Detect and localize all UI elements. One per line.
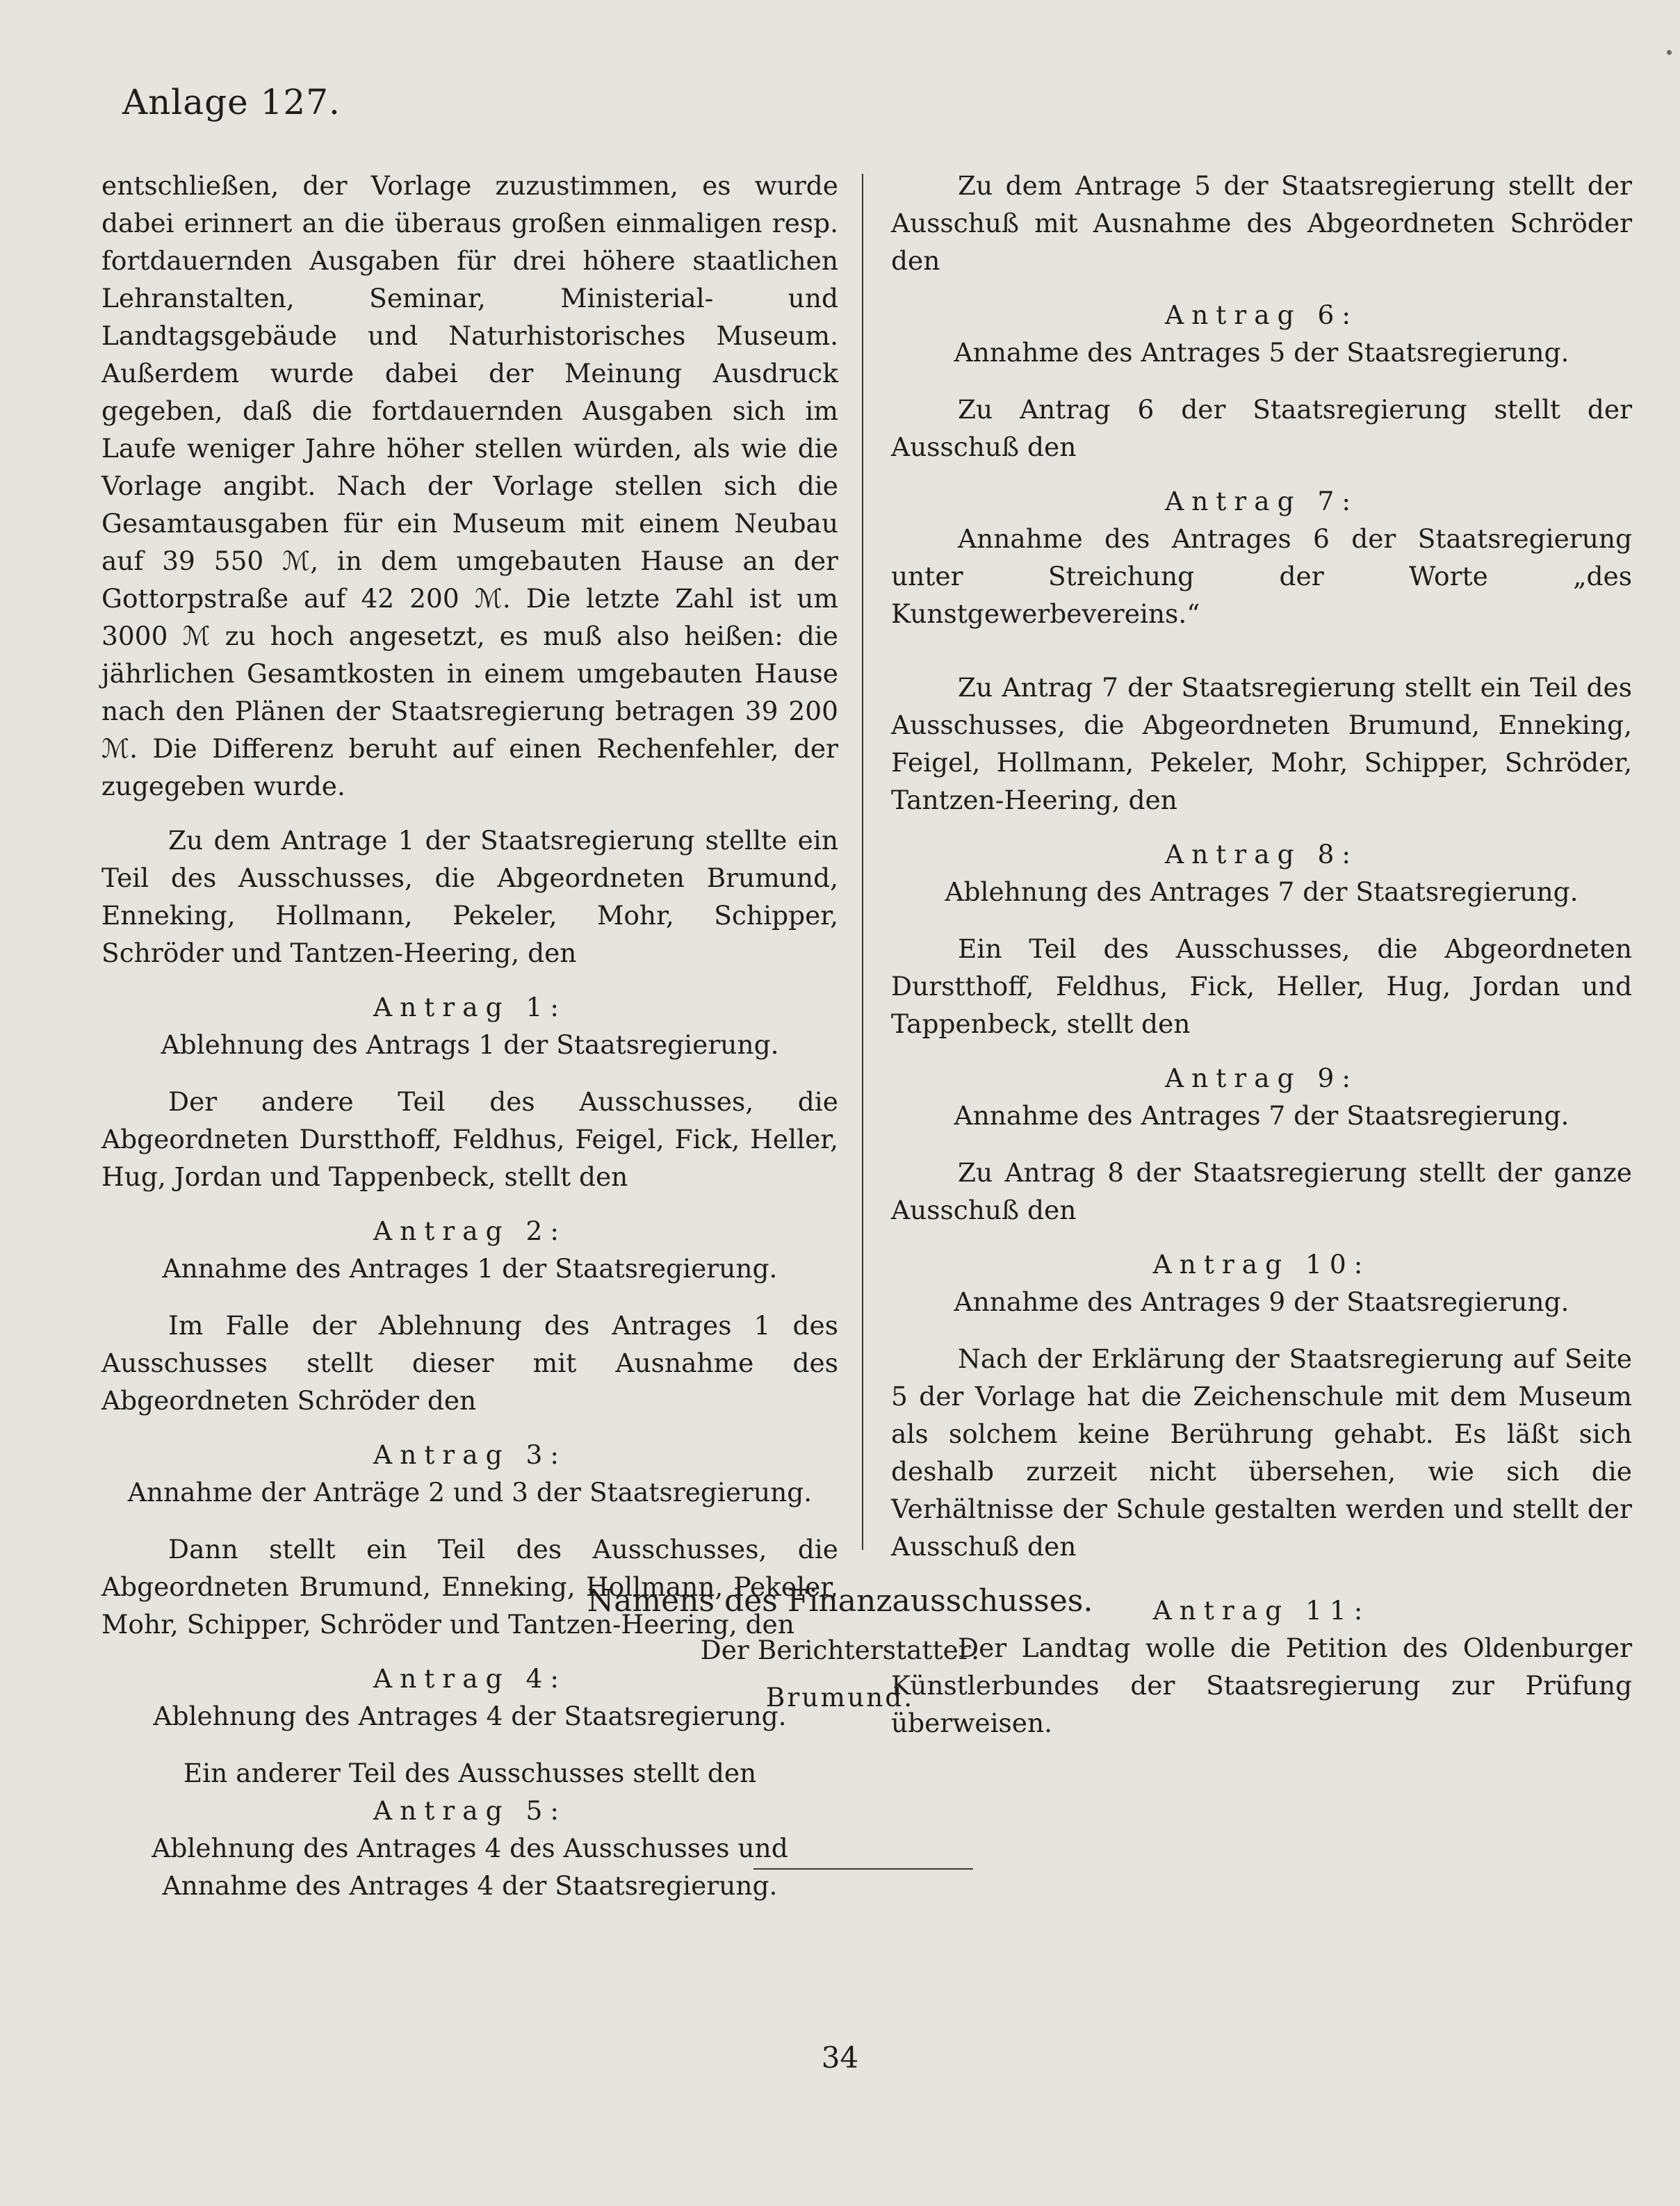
motion-1-text: Ablehnung des Antrags 1 der Staatsregierung. [161,1029,779,1060]
motion-3-title: Antrag 3: [373,1439,566,1470]
motion-2-text: Annahme des Antrages 1 der Staatsregierung. [162,1253,778,1284]
column-divider [862,174,863,1550]
motion-8-text: Ablehnung des Antrages 7 der Staatsregierung. [945,876,1579,907]
left-paragraph-2: Zu dem Antrage 1 der Staatsregierung stellte ein Teil des Ausschusses, die Abgeordneten Brumund, Enneking, Hollmann, Pekeler, Mohr, Schipper, Schröder und Tantzen-Heering, den [101,825,838,968]
motion-1-title: Antrag 1: [373,992,566,1022]
motion-5-text-line-1: Ablehnung des Antrages 4 des Ausschusses und [152,1833,788,1863]
page-header: Anlage 127. [122,82,341,122]
scan-speck [1667,50,1672,55]
left-paragraph-1: entschließen, der Vorlage zuzustimmen, es wurde dabei erinnert an die überaus großen einmaligen resp. fortdauernden Ausgaben für drei höhere staatlichen Lehranstalten, Seminar, Ministerial- und Landtagsgebäude und Naturhistorisches Museum. Außerdem wurde dabei der Meinung Ausdruck gegeben, daß die fortdauernden Ausgaben sich im Laufe weniger Jahre höher stellen würden, als wie die Vorlage angibt. Nach der Vorlage stellen sich die Gesamtausgaben für ein Museum mit einem Neubau auf 39 550 ℳ, in dem umgebauten Hause an der Gottorpstraße auf 42 200 ℳ. Die letzte Zahl ist um 3000 ℳ zu hoch angesetzt, es muß also heißen: die jährlichen Gesamtkosten in einem umgebauten Hause nach den Plänen der Staatsregierung betragen 39 200 ℳ. Die Differenz beruht auf einen Rechenfehler, der zugegeben wurde. [101,170,838,801]
motion-11-text: Der Landtag wolle die Petition des Oldenburger Künstlerbundes der Staatsregierung zur Prüfung überweisen. [891,1633,1632,1738]
left-paragraph-4: Im Falle der Ablehnung des Antrages 1 des Ausschusses stellt dieser mit Ausnahme des Abgeordneten Schröder den [101,1310,838,1416]
motion-9-text: Annahme des Antrages 7 der Staatsregierung. [954,1100,1569,1131]
left-paragraph-5: Dann stellt ein Teil des Ausschusses, die Abgeordneten Brumund, Enneking, Hollmann, Pekeler, Mohr, Schipper, Schröder und Tantzen-Heering, den [101,1534,838,1640]
motion-11-title: Antrag 11: [1152,1595,1371,1626]
right-column [891,167,1632,1758]
right-paragraph-6: Nach der Erklärung der Staatsregierung auf Seite 5 der Vorlage hat die Zeichenschule mit dem Museum als solchem keine Berührung gehabt. Es läßt sich deshalb zurzeit nicht übersehen, wie sich die Verhältnisse der Schule gestalten werden und stellt der Ausschuß den [891,1343,1632,1562]
motion-7-text: Annahme des Antrages 6 der Staatsregierung unter Streichung der Worte „des Kunstgewerbevereins.“ [891,523,1632,629]
right-paragraph-3: Zu Antrag 7 der Staatsregierung stellt ein Teil des Ausschusses, die Abgeordneten Brumund, Enneking, Feigel, Hollmann, Pekeler, Mohr, Schipper, Schröder, Tantzen-Heering, den [891,672,1632,815]
motion-5-text-line-2: Annahme des Antrages 4 der Staatsregierung. [162,1870,778,1901]
page-number: 34 [821,2041,859,2075]
left-paragraph-6: Ein anderer Teil des Ausschusses stellt den [183,1758,757,1788]
footer-rule [753,1868,973,1870]
left-paragraph-3: Der andere Teil des Ausschusses, die Abgeordneten Durstthoff, Feldhus, Feigel, Fick, Heller, Hug, Jordan und Tappenbeck, stellt den [101,1086,838,1192]
motion-10-text: Annahme des Antrages 9 der Staatsregierung. [954,1286,1569,1317]
committee-signoff: Namens des Finanzausschusses. [587,1583,1093,1619]
right-paragraph-2: Zu Antrag 6 der Staatsregierung stellt der Ausschuß den [891,394,1632,462]
motion-2-title: Antrag 2: [373,1216,566,1246]
motion-7-title: Antrag 7: [1164,486,1358,516]
motion-5-title: Antrag 5: [373,1795,566,1826]
motion-6-title: Antrag 6: [1164,300,1358,330]
rapporteur-name: Brumund. [765,1682,915,1713]
right-paragraph-1: Zu dem Antrage 5 der Staatsregierung stellt der Ausschuß mit Ausnahme des Abgeordneten Schröder den [891,170,1632,276]
motion-9-title: Antrag 9: [1164,1063,1358,1093]
motion-4-text: Ablehnung des Antrages 4 der Staatsregierung. [153,1701,787,1731]
motion-3-text: Annahme der Anträge 2 und 3 der Staatsregierung. [127,1477,813,1508]
right-paragraph-5: Zu Antrag 8 der Staatsregierung stellt der ganze Ausschuß den [891,1157,1632,1225]
motion-6-text: Annahme des Antrages 5 der Staatsregierung. [954,337,1569,368]
motion-4-title: Antrag 4: [373,1663,566,1694]
right-paragraph-4: Ein Teil des Ausschusses, die Abgeordneten Durstthoff, Feldhus, Fick, Heller, Hug, Jordan und Tappenbeck, stellt den [891,933,1632,1039]
motion-8-title: Antrag 8: [1164,839,1358,869]
rapporteur-label: Der Berichterstatter: [700,1635,980,1665]
motion-10-title: Antrag 10: [1152,1249,1371,1280]
